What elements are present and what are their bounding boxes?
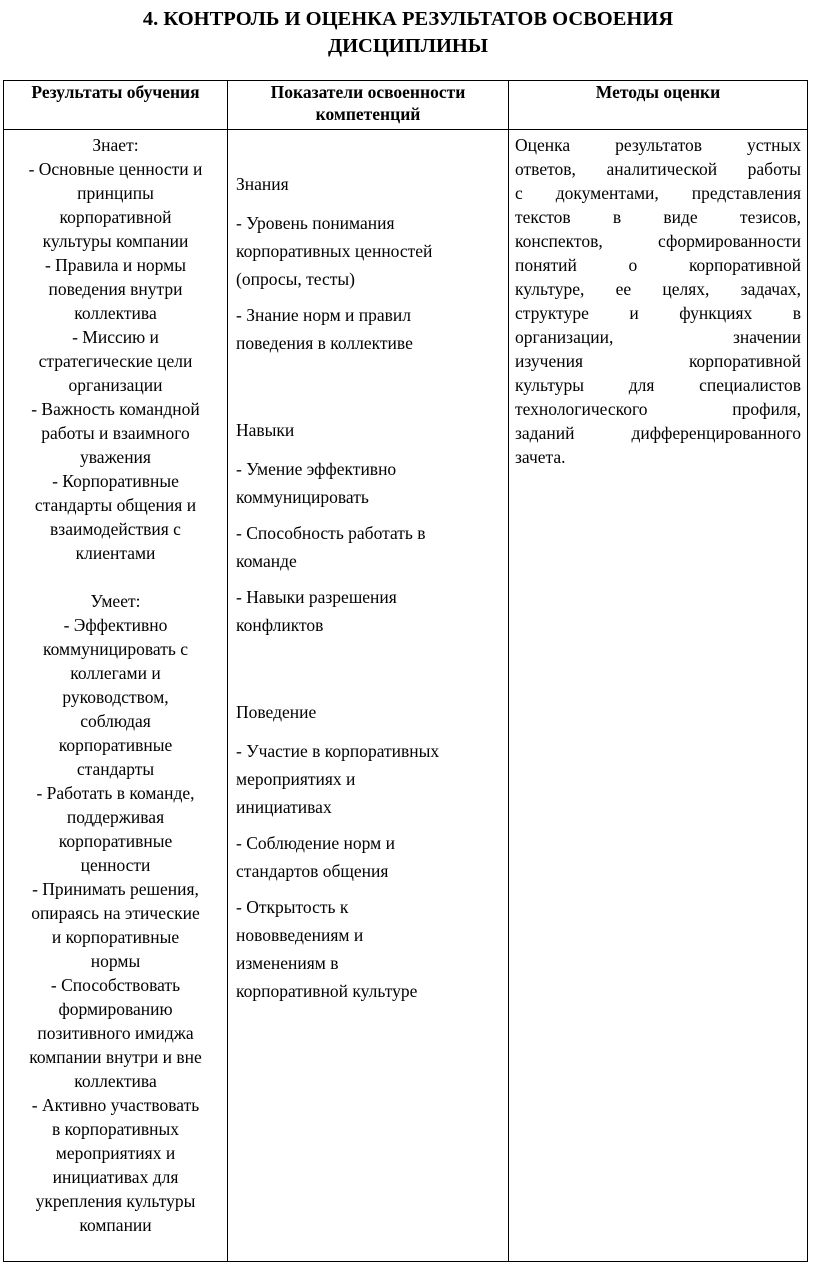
- header-results: Результаты обучения: [4, 81, 228, 130]
- indicators-cell: [228, 130, 509, 1262]
- results-line: [4, 565, 227, 589]
- indicator-item: [236, 301, 504, 357]
- header-indicators-line-1: Показатели освоенности: [270, 82, 466, 102]
- indicator-line: мероприятиях и: [236, 769, 356, 789]
- methods-line: структуре и функциях в: [515, 303, 801, 323]
- results-line: - Способствовать: [50, 975, 181, 995]
- title-line-1: 4. КОНТРОЛЬ И ОЦЕНКА РЕЗУЛЬТАТОВ ОСВОЕНИЯ: [142, 8, 674, 30]
- results-cell: [4, 130, 228, 1262]
- results-line: Умеет:: [90, 591, 141, 611]
- indicator-line: - Знание норм и правил: [236, 305, 412, 325]
- results-line: поведения внутри: [48, 279, 183, 299]
- indicator-item: [236, 737, 504, 821]
- table-row: [4, 130, 808, 1262]
- indicator-line: - Навыки разрешения: [236, 587, 397, 607]
- results-line: - Эффективно: [63, 615, 168, 635]
- indicator-item: [236, 209, 504, 293]
- results-line: мероприятиях и: [55, 1143, 176, 1163]
- results-line: - Миссию и: [72, 327, 159, 347]
- results-line: соблюдая: [80, 711, 151, 731]
- results-line: инициативах для: [52, 1167, 179, 1187]
- indicator-line: - Умение эффективно: [236, 459, 397, 479]
- indicator-item: [236, 583, 504, 639]
- methods-cell: [509, 130, 808, 1262]
- results-line: принципы: [77, 183, 154, 203]
- methods-line: понятий о корпоративной: [515, 255, 801, 275]
- methods-line: текстов в виде тезисов,: [515, 207, 801, 227]
- header-indicators: [228, 81, 509, 130]
- indicator-line: - Способность работать в: [236, 523, 426, 543]
- indicator-line: коммуницировать: [236, 487, 369, 507]
- results-line: - Важность командной: [31, 399, 200, 419]
- methods-line: Оценка результатов устных: [515, 135, 801, 155]
- methods-line: культуре, ее целях, задачах,: [515, 279, 801, 299]
- results-line: в корпоративных: [51, 1119, 180, 1139]
- indicator-item: [236, 519, 504, 575]
- indicators-behavior-heading: Поведение: [236, 702, 317, 722]
- results-line: корпоративные: [58, 831, 173, 851]
- header-methods: Методы оценки: [509, 81, 808, 130]
- results-line: корпоративные: [58, 735, 173, 755]
- indicator-line: корпоративной культуре: [236, 981, 418, 1001]
- results-line: Знает:: [92, 135, 139, 155]
- indicator-line: корпоративных ценностей: [236, 241, 433, 261]
- indicator-line: команде: [236, 551, 297, 571]
- methods-line: с документами, представления: [515, 183, 801, 203]
- methods-line: изучения корпоративной: [515, 351, 801, 371]
- results-line: стандарты: [76, 759, 155, 779]
- results-line: работы и взаимного: [41, 423, 190, 443]
- methods-line: организации, значении: [515, 327, 801, 347]
- results-line: компании: [79, 1215, 152, 1235]
- results-line: - Активно участвовать: [31, 1095, 200, 1115]
- indicator-line: конфликтов: [236, 615, 324, 635]
- results-line: ценности: [80, 855, 151, 875]
- results-line: коллектива: [74, 303, 157, 323]
- assessment-table: [3, 80, 808, 1262]
- results-line: - Работать в команде,: [36, 783, 195, 803]
- indicator-line: (опросы, тесты): [236, 269, 356, 289]
- results-line: опираясь на этические: [31, 903, 200, 923]
- results-line: культуры компании: [42, 231, 189, 251]
- indicator-item: [236, 829, 504, 885]
- results-line: стратегические цели: [38, 351, 193, 371]
- results-line: - Правила и нормы: [44, 255, 187, 275]
- indicator-line: изменениям в: [236, 953, 339, 973]
- indicator-item: [236, 893, 504, 1005]
- results-line: стандарты общения и: [34, 495, 197, 515]
- indicator-line: - Соблюдение норм и: [236, 833, 395, 853]
- table-header-row: [4, 81, 808, 130]
- results-line: уважения: [80, 447, 151, 467]
- indicator-line: стандартов общения: [236, 861, 389, 881]
- indicator-line: - Уровень понимания: [236, 213, 395, 233]
- results-line: корпоративной: [59, 207, 172, 227]
- title-line-2: ДИСЦИПЛИНЫ: [328, 35, 488, 57]
- page-title: [0, 6, 816, 60]
- results-line: компании внутри и вне: [29, 1047, 202, 1067]
- results-line: - Корпоративные: [52, 471, 179, 491]
- indicator-line: поведения в коллективе: [236, 333, 413, 353]
- results-line: коммуницировать с: [42, 639, 188, 659]
- indicator-line: - Участие в корпоративных: [236, 741, 440, 761]
- results-line: нормы: [90, 951, 141, 971]
- results-line: позитивного имиджа: [37, 1023, 194, 1043]
- results-line: - Принимать решения,: [32, 879, 199, 899]
- results-line: поддерживая: [66, 807, 165, 827]
- indicators-skills-heading: Навыки: [236, 420, 295, 440]
- results-line: укрепления культуры: [35, 1191, 196, 1211]
- methods-line: технологического профиля,: [515, 399, 801, 419]
- header-indicators-line-2: компетенций: [315, 104, 421, 124]
- methods-line: заданий дифференцированного: [515, 423, 801, 443]
- results-line: клиентами: [75, 543, 156, 563]
- results-line: и корпоративные: [51, 927, 180, 947]
- results-line: - Основные ценности и: [28, 159, 203, 179]
- methods-line: ответов, аналитической работы: [515, 159, 801, 179]
- indicator-line: нововведениям и: [236, 925, 364, 945]
- results-line: коллегами и: [70, 663, 161, 683]
- indicator-item: [236, 455, 504, 511]
- results-line: формированию: [58, 999, 173, 1019]
- results-line: коллектива: [74, 1071, 157, 1091]
- methods-line: культуры для специалистов: [515, 375, 801, 395]
- indicator-line: инициативах: [236, 797, 332, 817]
- methods-line: конспектов, сформированности: [515, 231, 801, 251]
- results-line: руководством,: [62, 687, 169, 707]
- indicator-line: - Открытость к: [236, 897, 349, 917]
- results-line: взаимодействия с: [50, 519, 181, 539]
- indicators-knowledge-heading: Знания: [236, 174, 289, 194]
- results-line: организации: [68, 375, 163, 395]
- methods-line: зачета.: [515, 447, 566, 467]
